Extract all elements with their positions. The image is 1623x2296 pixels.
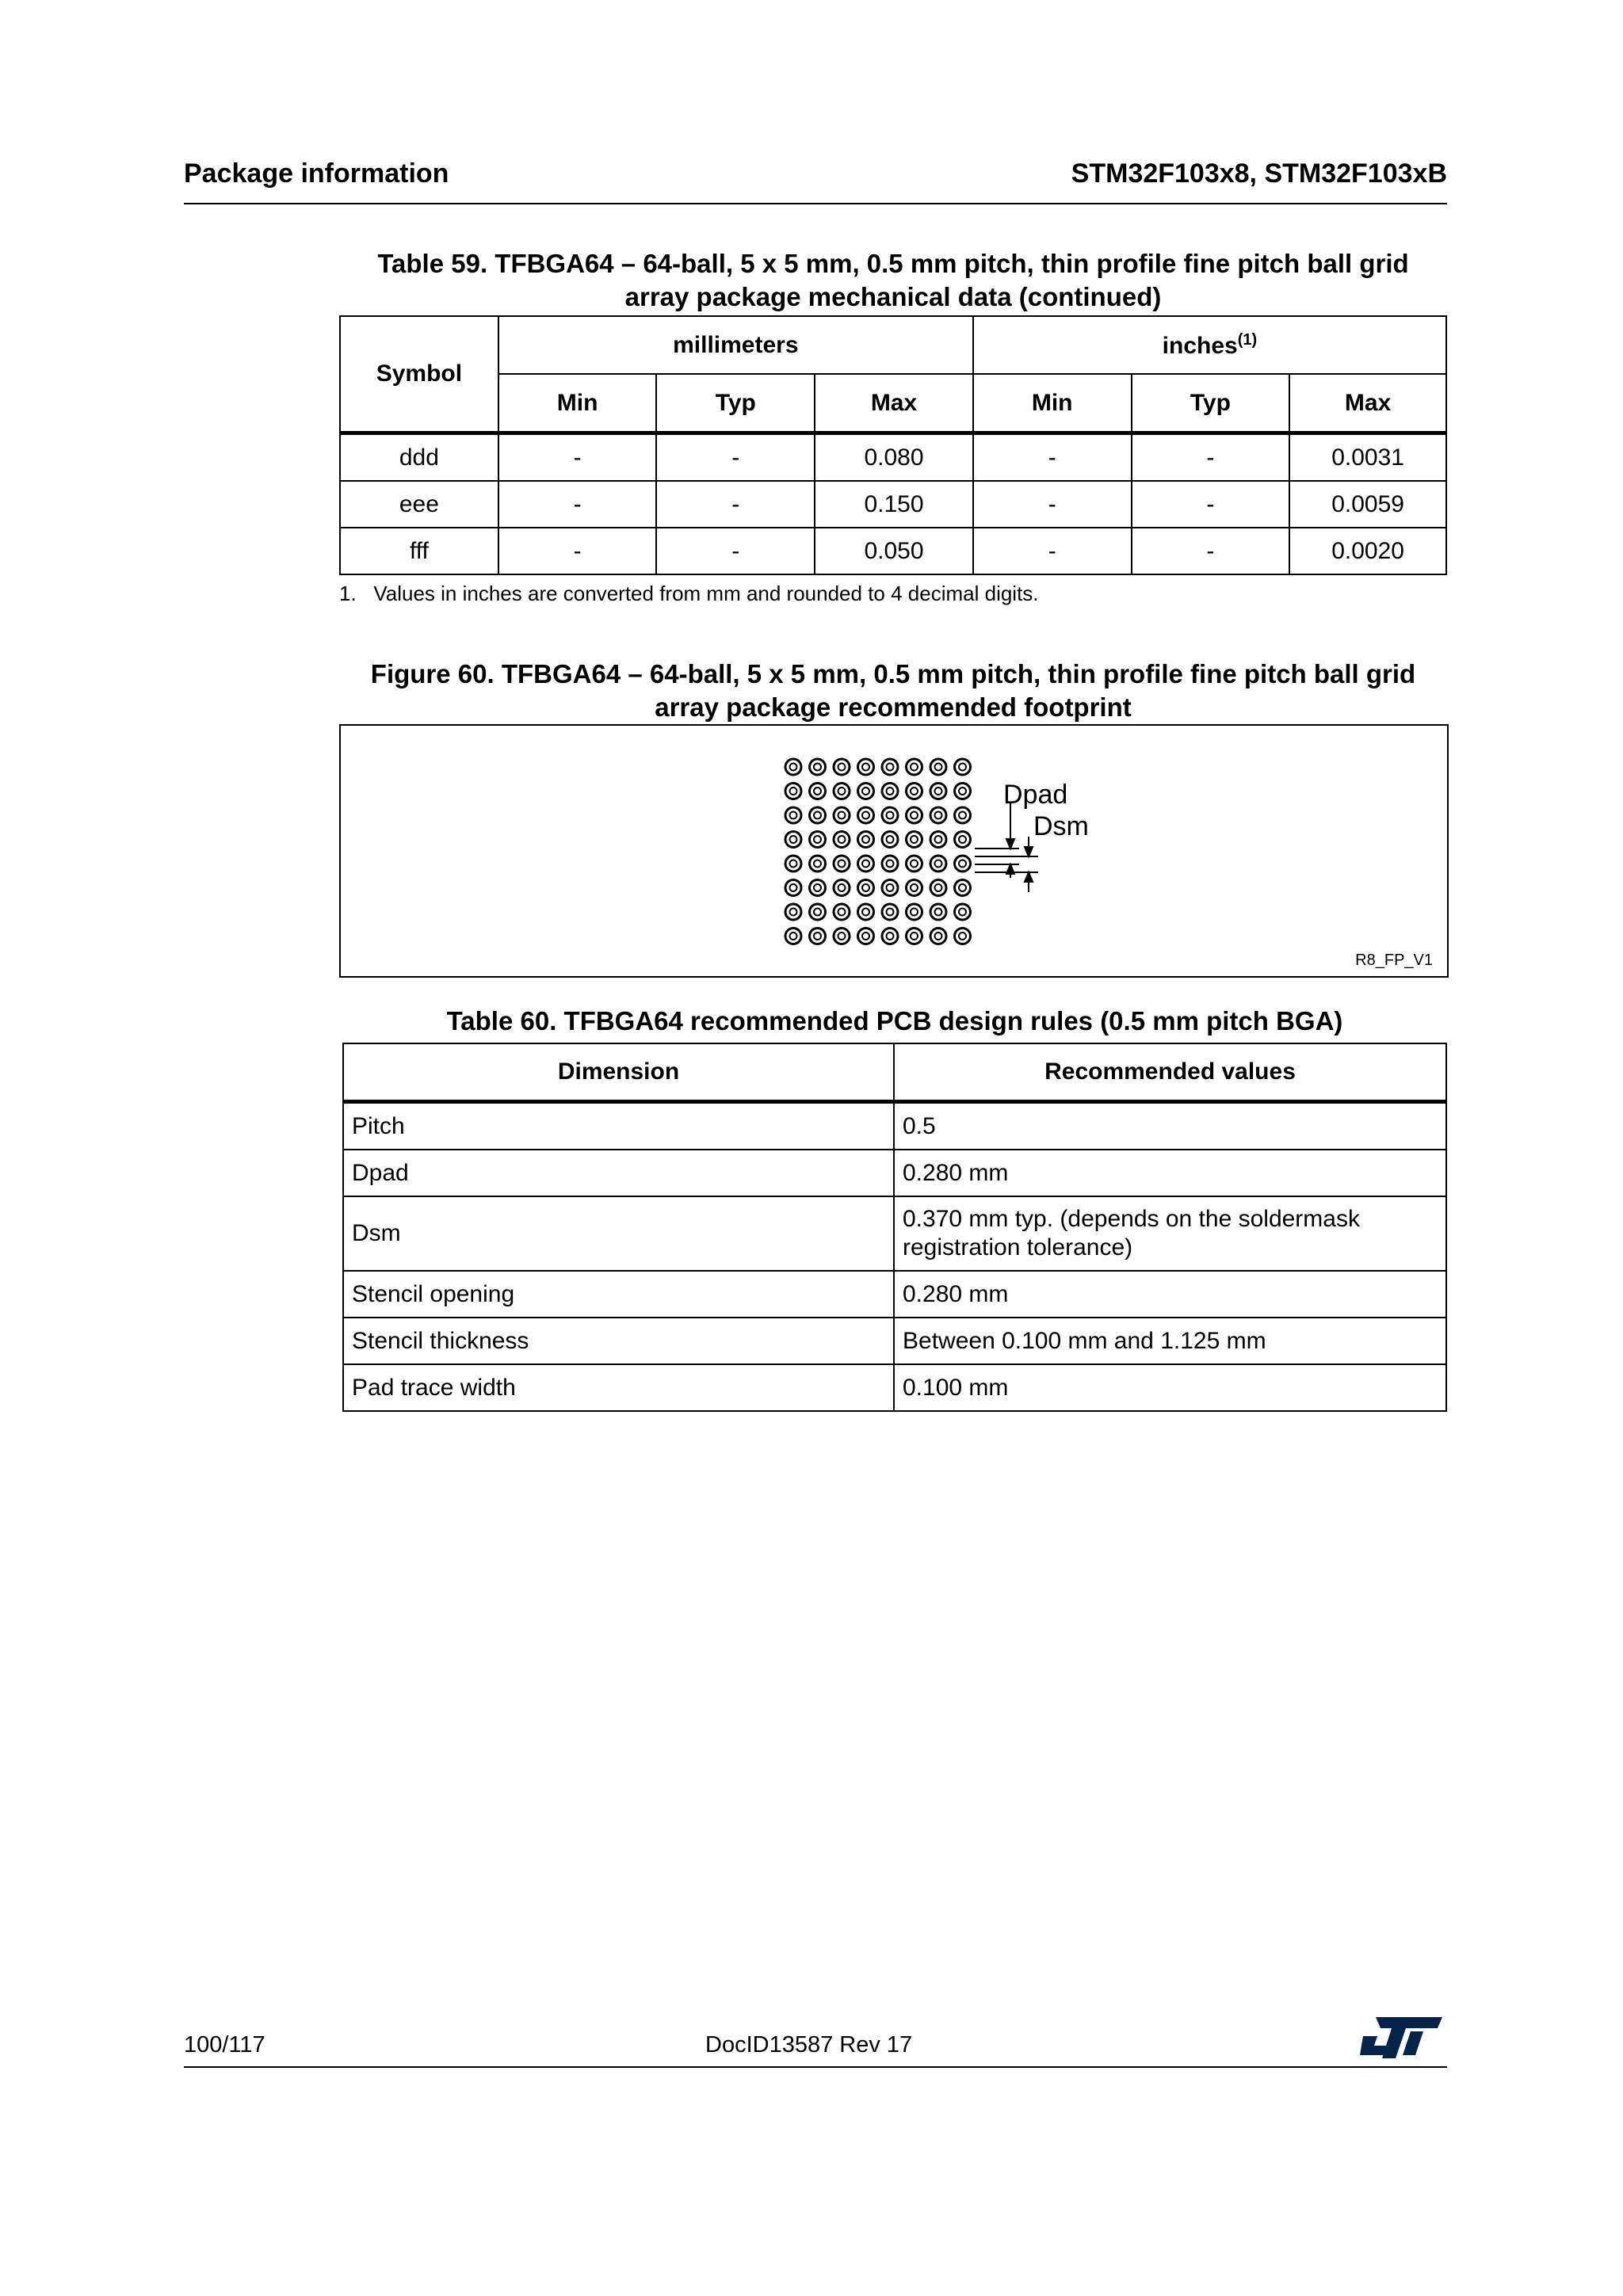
- table-cell: Stencil thickness: [343, 1318, 894, 1364]
- ball-pad: [930, 807, 946, 823]
- footprint-diagram: [341, 726, 1447, 976]
- ball-pad: [955, 807, 971, 823]
- ball-pad-inner: [790, 909, 797, 916]
- ball-pad: [882, 832, 898, 848]
- ball-pad: [930, 904, 946, 920]
- ball-pad: [810, 784, 826, 799]
- table-cell: Between 0.100 mm and 1.125 mm: [894, 1318, 1446, 1364]
- ball-pad-inner: [935, 884, 942, 891]
- ball-pad: [810, 759, 826, 775]
- figure-id: R8_FP_V1: [1355, 952, 1433, 969]
- doc-id: DocID13587 Rev 17: [705, 2032, 913, 2058]
- st-logo: [1358, 2014, 1445, 2065]
- ball-pad-inner: [790, 860, 797, 868]
- ball-pad-inner: [959, 836, 966, 843]
- ball-pad-inner: [911, 884, 918, 891]
- table-cell: 0.5: [894, 1102, 1446, 1150]
- table-row: [343, 1271, 1446, 1318]
- table60-header-values: Recommended values: [894, 1043, 1446, 1102]
- table-row: [340, 433, 1446, 482]
- table-cell: 0.050: [815, 528, 973, 574]
- table60: [342, 1043, 1447, 1412]
- ball-pad-inner: [838, 836, 846, 843]
- figure60-caption: [339, 658, 1447, 724]
- table-row: [343, 1102, 1446, 1150]
- ball-pad-inner: [887, 884, 894, 891]
- ball-pad: [882, 784, 898, 799]
- ball-pad: [834, 880, 850, 896]
- figure60-caption-line1: Figure 60. TFBGA64 – 64-ball, 5 x 5 mm, 0.5 mm pitch, thin profile fine pitch ball grid: [370, 659, 1416, 688]
- ball-pad: [785, 807, 801, 823]
- ball-pad: [930, 880, 946, 896]
- ball-pad: [858, 929, 874, 944]
- header-rule: [184, 203, 1447, 204]
- ball-pad: [907, 856, 922, 871]
- table-cell: -: [498, 433, 657, 482]
- ball-pad: [834, 904, 850, 920]
- figure60-box: [339, 724, 1449, 978]
- table-cell: -: [498, 481, 657, 528]
- table59-header-mm-min: Min: [498, 374, 657, 433]
- ball-pad: [882, 880, 898, 896]
- table-row: [343, 1318, 1446, 1364]
- ball-pad: [882, 929, 898, 944]
- table-row: [343, 1196, 1446, 1271]
- table-cell: -: [498, 528, 657, 574]
- dsm-label: Dsm: [1033, 811, 1089, 841]
- ball-pad: [785, 880, 801, 896]
- table-row: [343, 1150, 1446, 1196]
- st-logo-icon: [1358, 2014, 1445, 2061]
- ball-pad-inner: [814, 884, 821, 891]
- ball-pad-inner: [862, 812, 869, 819]
- ball-pad-inner: [862, 788, 869, 795]
- table59-header-symbol: Symbol: [340, 316, 498, 433]
- ball-pad-inner: [814, 812, 821, 819]
- table-row: [340, 528, 1446, 574]
- ball-pad-inner: [887, 933, 894, 940]
- ball-pad-inner: [790, 788, 797, 795]
- ball-pad: [955, 880, 971, 896]
- table-cell: -: [973, 481, 1132, 528]
- ball-pad-inner: [862, 836, 869, 843]
- table59-caption: [339, 247, 1447, 314]
- ball-pad-inner: [862, 933, 869, 940]
- ball-pad-inner: [838, 909, 846, 916]
- ball-pad-inner: [935, 860, 942, 868]
- table-cell: eee: [340, 481, 498, 528]
- ball-pad: [907, 832, 922, 848]
- ball-pad-inner: [814, 836, 821, 843]
- ball-pad: [930, 856, 946, 871]
- table-cell: 0.0020: [1289, 528, 1446, 574]
- table59-header-in-min: Min: [973, 374, 1132, 433]
- ball-pad: [785, 856, 801, 871]
- ball-pad: [955, 904, 971, 920]
- ball-pad-inner: [838, 860, 846, 868]
- table-cell: 0.0059: [1289, 481, 1446, 528]
- ball-pad-inner: [935, 933, 942, 940]
- table-cell: -: [656, 481, 815, 528]
- ball-pad: [955, 759, 971, 775]
- ball-pad: [858, 832, 874, 848]
- ball-pad-inner: [887, 812, 894, 819]
- ball-pad: [955, 856, 971, 871]
- table60-caption: Table 60. TFBGA64 recommended PCB design rules (0.5 mm pitch BGA): [446, 1006, 1343, 1035]
- ball-pad: [930, 759, 946, 775]
- table-cell: fff: [340, 528, 498, 574]
- ball-pad-inner: [911, 909, 918, 916]
- table-cell: ddd: [340, 433, 498, 482]
- ball-pad: [834, 929, 850, 944]
- ball-pad-inner: [838, 884, 846, 891]
- table-cell: 0.370 mm typ. (depends on the soldermask registration tolerance): [894, 1196, 1446, 1271]
- ball-pad: [882, 759, 898, 775]
- table-cell: 0.080: [815, 433, 973, 482]
- ball-pad-inner: [959, 933, 966, 940]
- table-cell: Dpad: [343, 1150, 894, 1196]
- figure60-caption-line2: array package recommended footprint: [655, 692, 1132, 722]
- ball-grid: [785, 759, 971, 944]
- table-row: [343, 1364, 1446, 1411]
- ball-pad: [858, 759, 874, 775]
- ball-pad-inner: [814, 909, 821, 916]
- table-cell: Dsm: [343, 1196, 894, 1271]
- ball-pad-inner: [790, 812, 797, 819]
- ball-pad-inner: [862, 764, 869, 771]
- ball-pad: [907, 904, 922, 920]
- ball-pad: [955, 929, 971, 944]
- ball-pad: [955, 784, 971, 799]
- table-cell: -: [1132, 528, 1290, 574]
- table-cell: 0.280 mm: [894, 1271, 1446, 1318]
- ball-pad: [907, 759, 922, 775]
- table-cell: -: [656, 528, 815, 574]
- table-cell: -: [656, 433, 815, 482]
- ball-pad-inner: [959, 764, 966, 771]
- table-cell: Pad trace width: [343, 1364, 894, 1411]
- ball-pad-inner: [959, 788, 966, 795]
- ball-pad-inner: [814, 764, 821, 771]
- ball-pad: [930, 832, 946, 848]
- table59: [339, 315, 1447, 575]
- ball-pad-inner: [790, 933, 797, 940]
- ball-pad: [785, 759, 801, 775]
- ball-pad-inner: [911, 812, 918, 819]
- ball-pad: [810, 856, 826, 871]
- ball-pad-inner: [911, 788, 918, 795]
- ball-pad: [810, 880, 826, 896]
- ball-pad-inner: [838, 764, 846, 771]
- table-row: [340, 481, 1446, 528]
- ball-pad: [785, 929, 801, 944]
- ball-pad: [907, 784, 922, 799]
- ball-pad-inner: [790, 836, 797, 843]
- ball-pad-inner: [911, 764, 918, 771]
- ball-pad-inner: [935, 812, 942, 819]
- table-cell: 0.280 mm: [894, 1150, 1446, 1196]
- table59-header-mm-max: Max: [815, 374, 973, 433]
- ball-pad: [810, 832, 826, 848]
- table59-footnote: 1. Values in inches are converted from mm and rounded to 4 decimal digits.: [339, 582, 1039, 605]
- ball-pad-inner: [935, 836, 942, 843]
- ball-pad: [882, 807, 898, 823]
- ball-pad-inner: [814, 933, 821, 940]
- ball-pad-inner: [887, 788, 894, 795]
- ball-pad-inner: [887, 836, 894, 843]
- table59-header-mm-typ: Typ: [656, 374, 815, 433]
- table59-header-in-typ: Typ: [1132, 374, 1290, 433]
- ball-pad: [930, 784, 946, 799]
- ball-pad: [882, 904, 898, 920]
- table59-header-millimeters: millimeters: [498, 316, 973, 374]
- ball-pad-inner: [838, 788, 846, 795]
- table-cell: Stencil opening: [343, 1271, 894, 1318]
- ball-pad-inner: [959, 812, 966, 819]
- ball-pad-inner: [790, 884, 797, 891]
- ball-pad-inner: [935, 909, 942, 916]
- ball-pad-inner: [887, 860, 894, 868]
- ball-pad-inner: [959, 884, 966, 891]
- ball-pad: [810, 904, 826, 920]
- ball-pad-inner: [935, 788, 942, 795]
- table59-header-inches: [973, 316, 1446, 374]
- ball-pad-inner: [838, 933, 846, 940]
- ball-pad: [858, 904, 874, 920]
- table-cell: -: [973, 433, 1132, 482]
- header-product-name: STM32F103x8, STM32F103xB: [1071, 158, 1447, 189]
- ball-pad: [907, 880, 922, 896]
- inches-label: inches: [1162, 332, 1238, 359]
- ball-pad-inner: [911, 933, 918, 940]
- ball-pad: [882, 856, 898, 871]
- ball-pad-inner: [935, 764, 942, 771]
- table59-caption-line2: array package mechanical data (continued): [624, 282, 1162, 311]
- ball-pad: [785, 904, 801, 920]
- ball-pad: [785, 784, 801, 799]
- ball-pad-inner: [911, 836, 918, 843]
- table-cell: -: [1132, 481, 1290, 528]
- ball-pad-inner: [862, 909, 869, 916]
- table-cell: 0.0031: [1289, 433, 1446, 482]
- ball-pad: [907, 807, 922, 823]
- table59-header-in-max: Max: [1289, 374, 1446, 433]
- ball-pad: [810, 807, 826, 823]
- table-cell: -: [1132, 433, 1290, 482]
- ball-pad-inner: [959, 909, 966, 916]
- ball-pad-inner: [814, 788, 821, 795]
- table-cell: 0.150: [815, 481, 973, 528]
- ball-pad: [834, 856, 850, 871]
- ball-pad-inner: [887, 909, 894, 916]
- table-cell: Pitch: [343, 1102, 894, 1150]
- table-cell: 0.100 mm: [894, 1364, 1446, 1411]
- header-section-title: Package information: [184, 158, 449, 189]
- ball-pad: [834, 832, 850, 848]
- ball-pad: [810, 929, 826, 944]
- ball-pad: [930, 929, 946, 944]
- ball-pad-inner: [959, 860, 966, 868]
- ball-pad: [858, 784, 874, 799]
- table59-caption-line1: Table 59. TFBGA64 – 64-ball, 5 x 5 mm, 0.5 mm pitch, thin profile fine pitch ball grid: [377, 249, 1409, 278]
- ball-pad-inner: [862, 860, 869, 868]
- ball-pad-inner: [814, 860, 821, 868]
- ball-pad: [858, 880, 874, 896]
- page-number: 100/117: [184, 2032, 265, 2058]
- ball-pad-inner: [790, 764, 797, 771]
- ball-pad: [834, 784, 850, 799]
- ball-pad: [955, 832, 971, 848]
- ball-pad: [834, 807, 850, 823]
- ball-pad: [858, 856, 874, 871]
- ball-pad: [834, 759, 850, 775]
- inches-footnote-ref: (1): [1237, 330, 1258, 349]
- ball-pad-inner: [838, 812, 846, 819]
- ball-pad: [785, 832, 801, 848]
- ball-pad: [858, 807, 874, 823]
- ball-pad: [907, 929, 922, 944]
- ball-pad-inner: [911, 860, 918, 868]
- dimension-lines: [975, 803, 1038, 892]
- ball-pad-inner: [887, 764, 894, 771]
- footer-rule: [184, 2066, 1447, 2068]
- table-cell: -: [973, 528, 1132, 574]
- table60-header-dimension: Dimension: [343, 1043, 894, 1102]
- ball-pad-inner: [862, 884, 869, 891]
- dpad-label: Dpad: [1003, 780, 1068, 810]
